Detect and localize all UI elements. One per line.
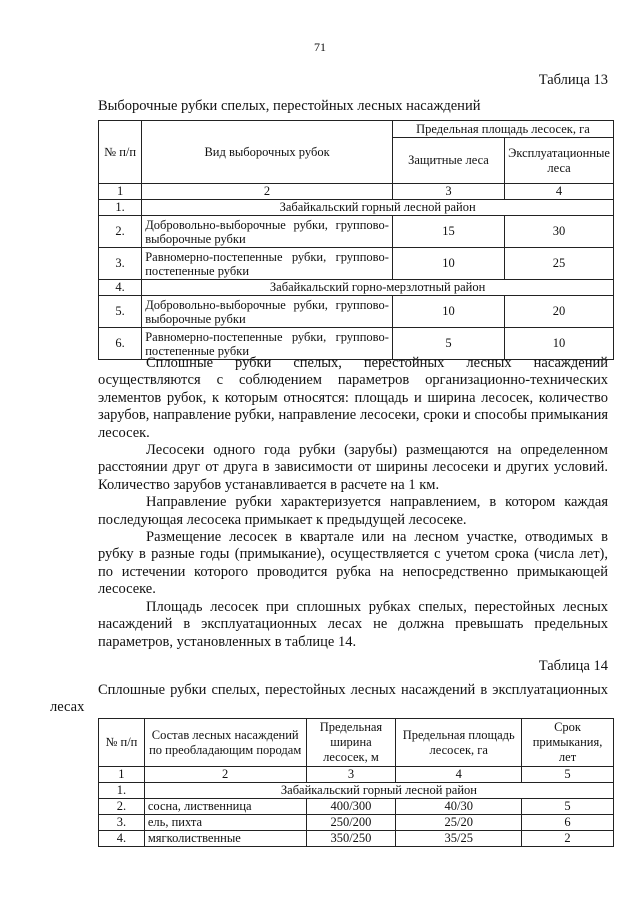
header-area: Предельная площадь лесосек, га — [396, 719, 522, 767]
row-exploitation: 25 — [505, 248, 614, 280]
row-protective: 10 — [392, 248, 504, 280]
body-text — [98, 355, 608, 651]
row-area: 25/20 — [396, 815, 522, 831]
row-protective: 5 — [392, 328, 504, 360]
row-num: 3. — [99, 248, 142, 280]
header-composition: Состав лесных насаждений по преобладающим породам — [144, 719, 306, 767]
table-row — [99, 296, 614, 328]
row-type: Равномерно-постепенные рубки, группово-постепенные рубки — [142, 328, 393, 360]
header-width: Предельная ширина лесосек, м — [306, 719, 396, 767]
row-term: 6 — [522, 815, 614, 831]
table-row — [99, 280, 614, 296]
paragraph: Площадь лесосек при сплошных рубках спелых, перестойных лесных насаждений в эксплуатационных лесах не должна превышать предельных параметров, установленных в таблице 14. — [98, 598, 608, 650]
row-num: 6. — [99, 328, 142, 360]
row-num: 5. — [99, 296, 142, 328]
row-num: 4. — [99, 280, 142, 296]
paragraph: Сплошные рубки спелых, перестойных лесных насаждений осуществляются с соблюдением параметров организационно-технических элементов рубок, к которым относятся: площадь и ширина лесосек, количество зарубов, направление рубки, направление лесосеки, сроки и способы примыкания лесосек. — [98, 355, 608, 441]
table-row — [99, 783, 614, 799]
header-max-area: Предельная площадь лесосек, га — [392, 121, 613, 138]
col-num: 2 — [144, 767, 306, 783]
row-type: Добровольно-выборочные рубки, группово-выборочные рубки — [142, 216, 393, 248]
section-label: Забайкальский горный лесной район — [142, 200, 614, 216]
paragraph: Направление рубки характеризуется направлением, в котором каждая последующая лесосека примыкает к предыдущей лесосеке. — [98, 494, 608, 528]
row-composition: сосна, лиственница — [144, 799, 306, 815]
table-row — [99, 248, 614, 280]
col-num: 4 — [505, 184, 614, 200]
table-row — [99, 216, 614, 248]
row-exploitation: 10 — [505, 328, 614, 360]
col-num: 3 — [392, 184, 504, 200]
row-composition: ель, пихта — [144, 815, 306, 831]
row-num: 1. — [99, 200, 142, 216]
col-num: 3 — [306, 767, 396, 783]
row-area: 40/30 — [396, 799, 522, 815]
row-width: 250/200 — [306, 815, 396, 831]
row-num: 2. — [99, 216, 142, 248]
row-exploitation: 30 — [505, 216, 614, 248]
paragraph: Размещение лесосек в квартале или на лесном участке, отводимых в рубку в разные годы (примыкание), осуществляется с учетом срока (числа лет), по истечении которого проводится рубка на непосредственно примыкающей лесосеке. — [98, 529, 608, 598]
header-num: № п/п — [99, 121, 142, 184]
header-term: Срок примыкания, лет — [522, 719, 614, 767]
table-row — [99, 815, 614, 831]
table-row — [99, 799, 614, 815]
table-row — [99, 200, 614, 216]
col-num: 1 — [99, 767, 145, 783]
row-width: 350/250 — [306, 831, 396, 847]
row-protective: 10 — [392, 296, 504, 328]
row-width: 400/300 — [306, 799, 396, 815]
col-num: 4 — [396, 767, 522, 783]
col-num: 5 — [522, 767, 614, 783]
table-14-label: Таблица 14 — [538, 658, 608, 674]
row-num: 3. — [99, 815, 145, 831]
col-num: 1 — [99, 184, 142, 200]
row-exploitation: 20 — [505, 296, 614, 328]
row-type: Равномерно-постепенные рубки, группово-постепенные рубки — [142, 248, 393, 280]
row-term: 2 — [522, 831, 614, 847]
row-term: 5 — [522, 799, 614, 815]
section-label: Забайкальский горный лесной район — [144, 783, 613, 799]
row-num: 2. — [99, 799, 145, 815]
row-area: 35/25 — [396, 831, 522, 847]
page-number: 71 — [314, 40, 326, 54]
header-exploitation: Эксплуатационные леса — [505, 138, 614, 184]
col-num: 2 — [142, 184, 393, 200]
row-num: 4. — [99, 831, 145, 847]
table-14-title: Сплошные рубки спелых, перестойных лесных насаждений в эксплуатационных лесах — [50, 682, 608, 715]
header-cutting-type: Вид выборочных рубок — [142, 121, 393, 184]
table-14 — [98, 718, 614, 847]
table-13-label: Таблица 13 — [538, 72, 608, 88]
row-num: 1. — [99, 783, 145, 799]
row-type: Добровольно-выборочные рубки, группово-выборочные рубки — [142, 296, 393, 328]
row-composition: мягколиственные — [144, 831, 306, 847]
header-protective: Защитные леса — [392, 138, 504, 184]
table-13-title: Выборочные рубки спелых, перестойных лесных насаждений — [98, 98, 481, 114]
header-num: № п/п — [99, 719, 145, 767]
table-13 — [98, 120, 614, 360]
row-protective: 15 — [392, 216, 504, 248]
paragraph: Лесосеки одного года рубки (зарубы) размещаются на определенном расстоянии друг от друга в зависимости от ширины лесосеки и других условий. Количество зарубов устанавливается в расчете на 1 км. — [98, 442, 608, 493]
section-label: Забайкальский горно-мерзлотный район — [142, 280, 614, 296]
table-row — [99, 831, 614, 847]
